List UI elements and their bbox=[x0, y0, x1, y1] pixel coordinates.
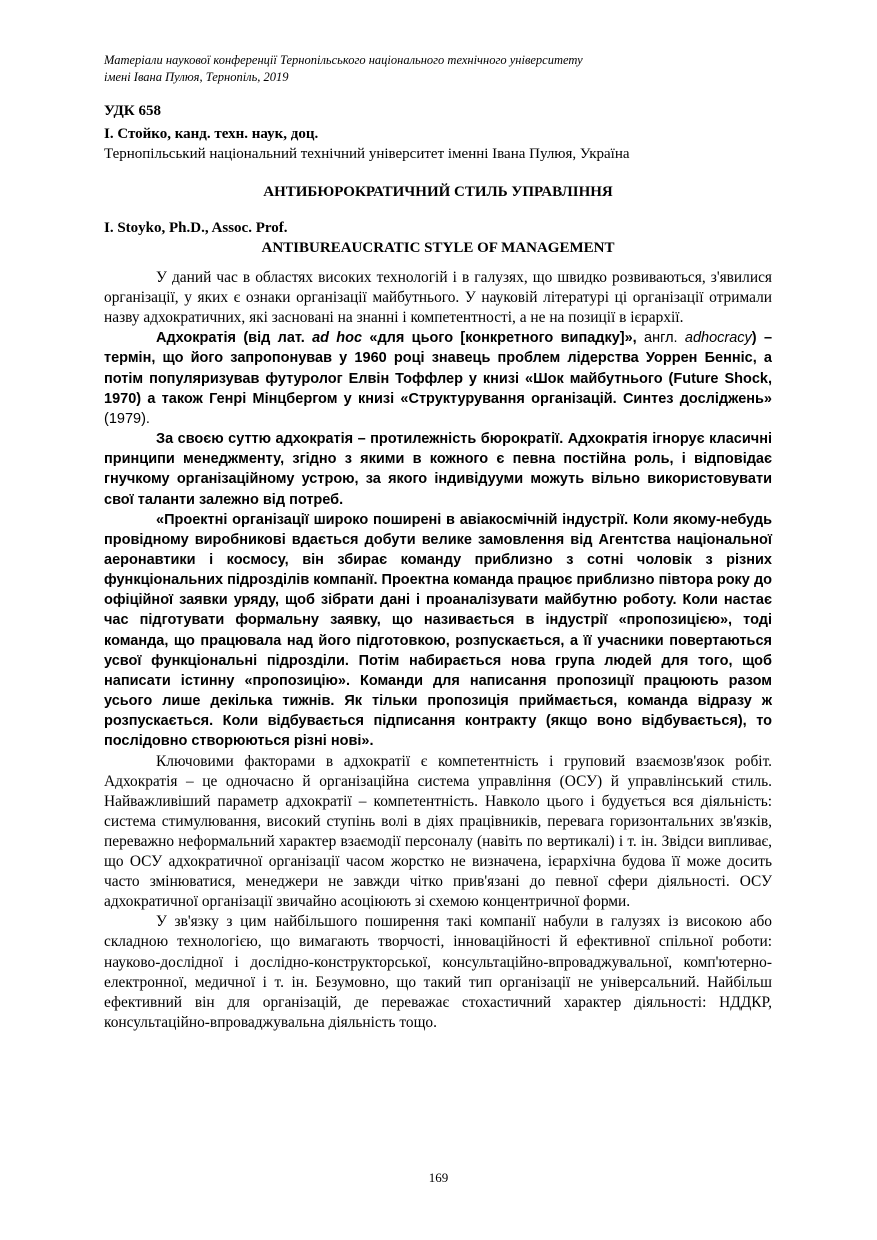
p2-c: «для цього [конкретного випадку]», bbox=[362, 330, 645, 347]
title-ua: АНТИБЮРОКРАТИЧНИЙ СТИЛЬ УПРАВЛІННЯ bbox=[263, 184, 613, 200]
header-line-1: Матеріали наукової конференції Тернопільського національного технічного університету bbox=[104, 53, 583, 67]
paragraph-essence: За своєю суттю адхократія – протилежність бюрократії. Адхократія ігнорує класичні принципи менеджменту, згідно з якими в кожного є певна постійна роль, і відповідає гнучкому організаційному устрою, за якого індивідууми можуть вільно використовувати свої таланти залежно від потреб. bbox=[104, 431, 772, 508]
paragraph-industries: У зв'язку з цим найбільшого поширення такі компанії набули в галузях із високою або складною технологією, що вимагають творчості, інноваційності й ефективної спільної роботи: науково-дослідної і дослідно-конструкторської, консультаційно-впроваджувальної, комп'ютерно-електронної, медичної і т. ін. Безумовно, що такий тип організації не універсальний. Найбільш ефективний він для організацій, де переважає стохастичний характер діяльності: НДДКР, консультаційно-впроваджувальна діяльність тощо. bbox=[104, 913, 772, 1031]
page-number: 169 bbox=[428, 1170, 449, 1185]
article-body bbox=[104, 268, 772, 1033]
udk-code: УДК 658 bbox=[104, 103, 161, 119]
p2-english-term: adhocracy bbox=[684, 330, 752, 347]
header-line-2: імені Івана Пулюя, Тернопіль, 2019 bbox=[104, 70, 289, 84]
title-en: ANTIBUREAUCRATIC STYLE OF MANAGEMENT bbox=[261, 240, 615, 256]
paragraph-quote: «Проектні організації широко поширені в авіакосмічній індустрії. Коли якому-небудь провідному виробникові вдається добути велике замовлення від Агентства національної аеронавтики і космосу, він збирає команду приблизно з сотні чоловік з різних функціональних підрозділів компанії. Проектна команда працює приблизно півтора року до офіційної заявки уряду, щоб зібрати дані і проаналізувати майбутню роботу. Коли настає час підготувати формальну заявку, що називається в індустрії «пропозицією», тоді команда, що працювала над його підготовкою, розпускається, а її учасники повертаються усвої функціональні підрозділи. Потім набирається нова група людей для того, щоб написати істинну «пропозицію». Команди для написання пропозиції працюють разом усього лише декілька тижнів. Як тільки пропозиція приймається, команда відразу ж розпускається. Коли відбувається підписання контракту (якщо воно відбувається), то послідовно створюються різні нові». bbox=[104, 511, 772, 750]
running-header bbox=[104, 52, 784, 86]
author-ua: І. Стойко, канд. техн. наук, доц. bbox=[104, 126, 319, 142]
paragraph-adhocracy-definition bbox=[104, 328, 772, 429]
p2-a: Адхократія (від лат. bbox=[156, 330, 313, 347]
paragraph-intro: У даний час в областях високих технологій і в галузях, що швидко розвиваються, з'явилися організації, у яких є ознаки організації майбутнього. У науковій літературі ці організації отримали назву адхократичних, які засновані на знанні і компетентності, а не на позиції в ієрархії. bbox=[104, 269, 772, 327]
p2-year: (1979). bbox=[104, 410, 150, 427]
p2-d: англ. bbox=[644, 330, 685, 347]
author-en: I. Stoyko, Ph.D., Assoc. Prof. bbox=[104, 220, 288, 236]
paragraph-key-factors: Ключовими факторами в адхократії є компетентність і груповий взаємозв'язок робіт. Адхократія – це одночасно й організаційна система управління (ОСУ) й управлінський стиль. Найважливіший параметр адхократії – компетентність. Навколо цього і будується вся діяльність: система стимулювання, високий ступінь волі в діях працівників, перевага горизонтальних зв'язків, переважно неформальний характер взаємодії персоналу (навіть по вертикалі) і т. ін. Звідси випливає, що ОСУ адхократичної організації часом жорстко не визначена, ієрархічна будова її може досить часто змінюватися, менеджери не завжди чітко прив'язані до певної сфери діяльності. ОСУ адхократичної організації звичайно асоціюють зі схемою концентричної форми. bbox=[104, 752, 772, 911]
p2-f: ) – термін, що його запропонував у 1960 році знавець проблем лідерства Уоррен Бенніс, а потім популяризував футуролог Елвін Тоффлер у книзі «Шок майбутнього (Future Shock, 1970) а також Генрі Мінцбергом у книзі «Структурування організацій. Синтез досліджень» bbox=[104, 330, 773, 407]
p2-latin-term: ad hoc bbox=[312, 330, 363, 347]
affiliation: Тернопільський національний технічний університет іменні Івана Пулюя, Україна bbox=[104, 146, 630, 162]
